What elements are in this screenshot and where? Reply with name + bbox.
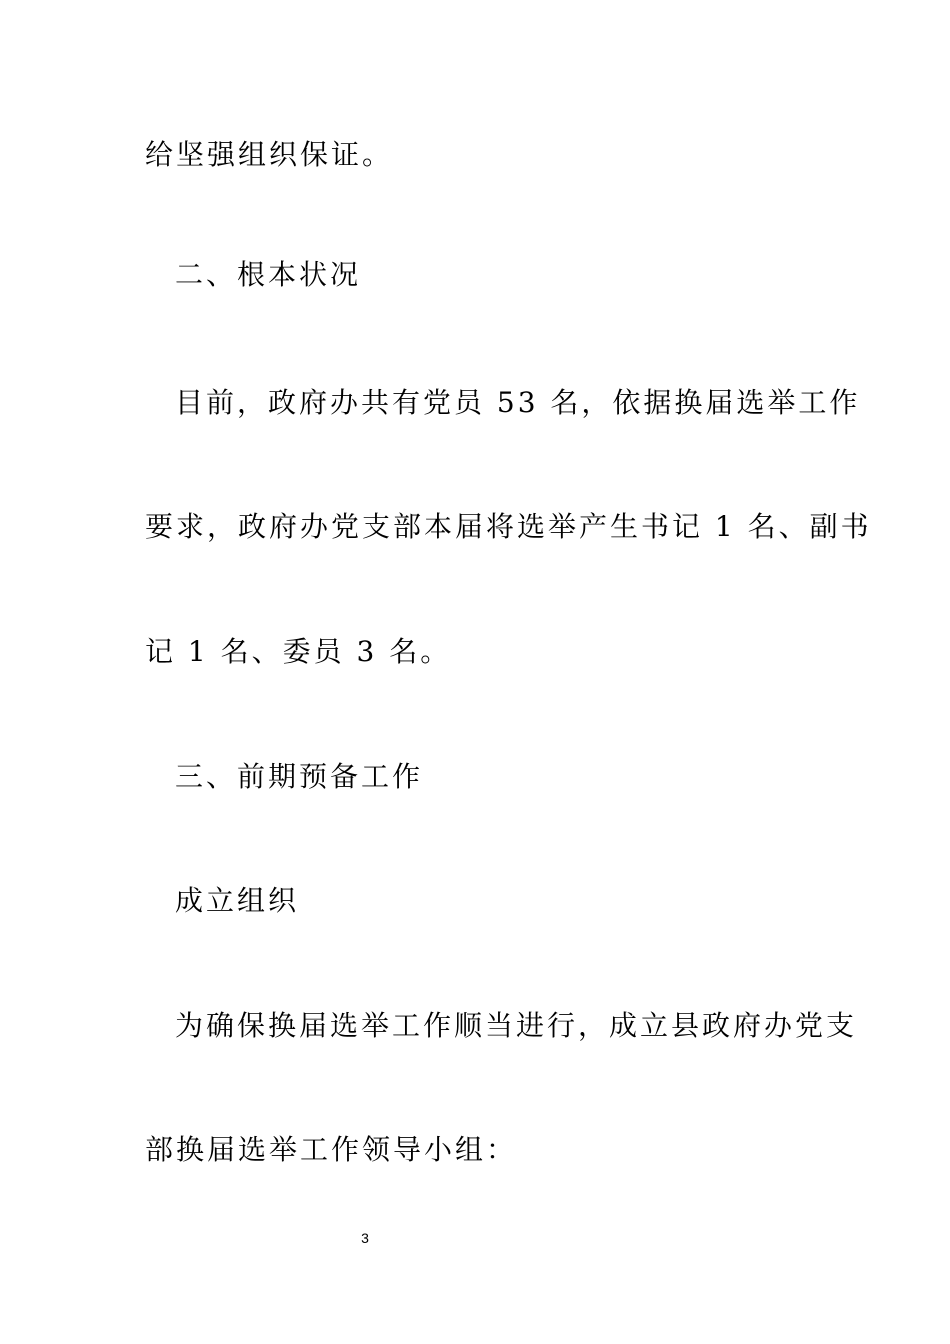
page-number: 3 [361, 1230, 369, 1246]
paragraph-line: 记 1 名、委员 3 名。 [145, 635, 452, 668]
paragraph-line-continuation: 给坚强组织保证。 [145, 138, 394, 171]
paragraph-line: 要求，政府办党支部本届将选举产生书记 1 名、副书 [145, 510, 872, 543]
paragraph-line: 目前，政府办共有党员 53 名，依据换届选举工作 [175, 386, 861, 419]
paragraph-line: 为确保换届选举工作顺当进行，成立县政府办党支 [175, 1009, 858, 1042]
section-heading-basic-status: 二、根本状况 [175, 258, 362, 291]
section-heading-preparation: 三、前期预备工作 [175, 760, 424, 793]
paragraph-line: 部换届选举工作领导小组： [145, 1133, 518, 1166]
subsection-heading: 成立组织 [175, 884, 300, 917]
